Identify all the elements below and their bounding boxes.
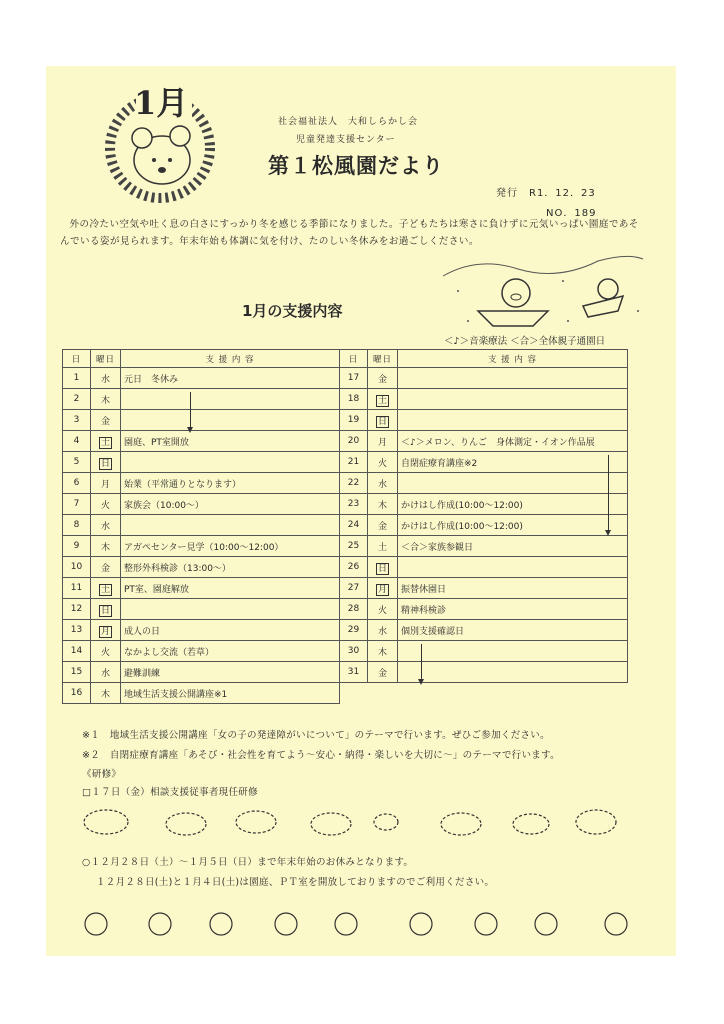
content-cell <box>121 515 340 536</box>
day-cell: 11 <box>63 578 91 599</box>
weekday-label: 金 <box>100 563 110 574</box>
weekday-cell <box>368 431 398 452</box>
weekday-cell <box>368 515 398 536</box>
weekday-cell <box>91 410 121 431</box>
newsletter-title: 第１松風園だより <box>268 154 444 178</box>
day-cell: 19 <box>340 410 368 431</box>
weekday-label: 土 <box>100 584 110 595</box>
table-row <box>63 452 340 473</box>
pigs-sledding-illustration <box>438 251 648 331</box>
day-cell: 5 <box>63 452 91 473</box>
day-cell: 9 <box>63 536 91 557</box>
weekday-cell <box>91 620 121 641</box>
table-row <box>63 536 340 557</box>
content-cell: 避難訓練 <box>121 662 340 683</box>
day-cell: 13 <box>63 620 91 641</box>
day-cell: 23 <box>340 494 368 515</box>
content-cell <box>398 473 628 494</box>
table-row <box>340 431 628 452</box>
content-cell <box>121 410 340 431</box>
header-day: 日 <box>340 350 368 368</box>
day-cell: 8 <box>63 515 91 536</box>
holiday-notice: ○１２月２８日（土）～１月５日（日）まで年末年始のお休みとなります。 <box>82 857 414 868</box>
weekday-label: 火 <box>377 605 387 616</box>
day-cell: 10 <box>63 557 91 578</box>
weekday-label: 木 <box>100 689 110 700</box>
weekday-cell <box>91 557 121 578</box>
center-name: 児童発達支援センター <box>296 135 396 145</box>
content-cell: 成人の日 <box>121 620 340 641</box>
weekday-label: 火 <box>100 500 110 511</box>
content-cell <box>398 368 628 389</box>
content-cell <box>398 641 628 662</box>
header-weekday: 曜日 <box>91 350 121 368</box>
table-row <box>340 662 628 683</box>
organization-name: 社会福祉法人 大和しらかし会 <box>278 117 419 127</box>
content-cell <box>398 557 628 578</box>
content-cell: 自閉症療育講座※2 <box>398 452 628 473</box>
weekday-label: 月 <box>377 437 387 448</box>
weekday-label: 月 <box>100 626 110 637</box>
pig-decoration-row <box>76 904 646 944</box>
weekday-label: 金 <box>377 521 387 532</box>
header-day: 日 <box>63 350 91 368</box>
table-row <box>340 599 628 620</box>
content-cell: かけはし作成(10:00～12:00) <box>398 515 628 536</box>
content-cell: 家族会（10:00～） <box>121 494 340 515</box>
day-cell: 16 <box>63 683 91 704</box>
sheep-decoration-row <box>76 802 636 842</box>
day-cell: 30 <box>340 641 368 662</box>
table-row <box>63 389 340 410</box>
continuation-arrow <box>421 644 422 680</box>
content-cell <box>398 662 628 683</box>
weekday-cell <box>91 452 121 473</box>
content-cell: ＜♪＞メロン、りんご 身体測定・イオン作品展 <box>398 431 628 452</box>
day-cell: 2 <box>63 389 91 410</box>
day-cell: 22 <box>340 473 368 494</box>
day-cell: 26 <box>340 557 368 578</box>
table-row <box>63 410 340 431</box>
table-row <box>340 410 628 431</box>
header-weekday: 曜日 <box>368 350 398 368</box>
content-cell <box>121 599 340 620</box>
weekday-cell <box>91 662 121 683</box>
note-1: ※１ 地域生活支援公開講座「女の子の発達障がいについて」のテーマで行います。ぜひご参加ください。 <box>82 730 550 741</box>
training-heading: 《研修》 <box>82 769 122 780</box>
day-cell: 20 <box>340 431 368 452</box>
table-row <box>340 641 628 662</box>
weekday-label: 火 <box>377 458 387 469</box>
weekday-label: 土 <box>377 542 387 553</box>
table-row <box>340 368 628 389</box>
day-cell: 21 <box>340 452 368 473</box>
table-row <box>340 389 628 410</box>
table-row <box>63 368 340 389</box>
content-cell <box>121 452 340 473</box>
weekday-cell <box>91 389 121 410</box>
weekday-cell <box>91 431 121 452</box>
day-cell: 1 <box>63 368 91 389</box>
newsletter-page <box>46 66 676 956</box>
note-2: ※２ 自閉症療育講座「あそび・社会性を育てよう～安心・納得・楽しいを大切に～」のテーマで行います。 <box>82 750 560 761</box>
intro-paragraph: 外の冷たい空気や吐く息の白さにすっかり冬を感じる季節になりました。子どもたちは寒さに負けずに元気いっぱい園庭であそんでいる姿が見られます。年末年始も体調に気を付け、たのしい冬休みをお過ごしください。 <box>60 219 639 247</box>
content-cell: 精神科検診 <box>398 599 628 620</box>
content-cell <box>121 389 340 410</box>
day-cell: 27 <box>340 578 368 599</box>
continuation-arrow <box>608 455 609 531</box>
issue-number: NO．189 <box>546 208 597 219</box>
content-cell: 園庭、PT室開放 <box>121 431 340 452</box>
table-row <box>63 515 340 536</box>
weekday-cell <box>91 578 121 599</box>
day-cell: 31 <box>340 662 368 683</box>
continuation-arrow <box>190 392 191 428</box>
weekday-cell <box>368 599 398 620</box>
content-cell: 個別支援確認日 <box>398 620 628 641</box>
table-row <box>340 557 628 578</box>
weekday-cell <box>91 473 121 494</box>
day-cell: 6 <box>63 473 91 494</box>
section-title: 1月の支援内容 <box>242 302 343 320</box>
table-row <box>63 599 340 620</box>
weekday-label: 木 <box>100 542 110 553</box>
day-cell: 17 <box>340 368 368 389</box>
table-row <box>340 515 628 536</box>
weekday-label: 火 <box>100 647 110 658</box>
weekday-label: 日 <box>100 458 110 469</box>
table-row <box>63 578 340 599</box>
weekday-cell <box>368 368 398 389</box>
weekday-label: 月 <box>377 584 387 595</box>
content-cell: 元日 冬休み <box>121 368 340 389</box>
content-cell: 地域生活支援公開講座※1 <box>121 683 340 704</box>
weekday-label: 水 <box>377 479 387 490</box>
weekday-label: 木 <box>377 647 387 658</box>
table-row <box>340 494 628 515</box>
table-row <box>63 641 340 662</box>
table-row <box>340 578 628 599</box>
content-cell: なかよし交流（若草） <box>121 641 340 662</box>
weekday-cell <box>91 683 121 704</box>
day-cell: 14 <box>63 641 91 662</box>
weekday-cell <box>368 578 398 599</box>
weekday-cell <box>368 410 398 431</box>
content-cell <box>398 389 628 410</box>
weekday-label: 水 <box>100 374 110 385</box>
weekday-cell <box>368 473 398 494</box>
weekday-label: 水 <box>100 668 110 679</box>
day-cell: 15 <box>63 662 91 683</box>
month-badge: 1月 <box>134 84 189 122</box>
content-cell: アガペセンター見学（10:00～12:00） <box>121 536 340 557</box>
table-row <box>340 536 628 557</box>
weekday-cell <box>368 620 398 641</box>
weekday-cell <box>368 452 398 473</box>
weekday-label: 金 <box>100 416 110 427</box>
content-cell: 振替休園日 <box>398 578 628 599</box>
weekday-label: 土 <box>377 395 387 406</box>
header-content: 支 援 内 容 <box>398 350 628 368</box>
table-row <box>63 494 340 515</box>
content-cell: ＜合＞家族参観日 <box>398 536 628 557</box>
weekday-cell <box>368 557 398 578</box>
table-row <box>63 473 340 494</box>
day-cell: 18 <box>340 389 368 410</box>
weekday-cell <box>368 494 398 515</box>
weekday-cell <box>91 536 121 557</box>
weekday-cell <box>91 641 121 662</box>
weekday-label: 木 <box>377 500 387 511</box>
day-cell: 28 <box>340 599 368 620</box>
table-row <box>63 557 340 578</box>
weekday-cell <box>91 515 121 536</box>
table-row <box>340 620 628 641</box>
table-row <box>63 620 340 641</box>
weekday-label: 日 <box>377 563 387 574</box>
weekday-cell <box>91 494 121 515</box>
weekday-label: 月 <box>100 479 110 490</box>
table-row <box>63 683 340 704</box>
day-cell: 4 <box>63 431 91 452</box>
day-cell: 3 <box>63 410 91 431</box>
weekday-label: 土 <box>100 437 110 448</box>
table-row <box>340 473 628 494</box>
table-row <box>63 431 340 452</box>
content-cell: 整形外科検診（13:00～） <box>121 557 340 578</box>
day-cell: 25 <box>340 536 368 557</box>
weekday-cell <box>368 389 398 410</box>
schedule-table-right <box>339 349 628 683</box>
table-row <box>63 662 340 683</box>
weekday-cell <box>368 641 398 662</box>
content-cell: かけはし作成(10:00～12:00) <box>398 494 628 515</box>
weekday-label: 水 <box>377 626 387 637</box>
weekday-label: 木 <box>100 395 110 406</box>
weekday-cell <box>91 368 121 389</box>
legend-text: ＜♪＞音楽療法 ＜合＞全体親子通園日 <box>444 336 606 347</box>
day-cell: 29 <box>340 620 368 641</box>
weekday-label: 日 <box>377 416 387 427</box>
content-cell <box>398 410 628 431</box>
schedule-table-left <box>62 349 340 704</box>
weekday-label: 金 <box>377 668 387 679</box>
weekday-cell <box>368 662 398 683</box>
content-cell: PT室、園庭解放 <box>121 578 340 599</box>
header-content: 支 援 内 容 <box>121 350 340 368</box>
day-cell: 12 <box>63 599 91 620</box>
training-item: □１７日（金）相談支援従事者現任研修 <box>82 787 258 798</box>
table-row <box>340 452 628 473</box>
facility-open-notice: １２月２８日(土)と１月４日(土)は園庭、ＰＴ室を開放しておりますのでご利用ください。 <box>96 877 495 888</box>
issue-date: 発行 R1．12．23 <box>496 188 596 199</box>
weekday-label: 日 <box>100 605 110 616</box>
weekday-cell <box>368 536 398 557</box>
day-cell: 24 <box>340 515 368 536</box>
content-cell: 始業（平常通りとなります） <box>121 473 340 494</box>
weekday-label: 水 <box>100 521 110 532</box>
weekday-label: 金 <box>377 374 387 385</box>
weekday-cell <box>91 599 121 620</box>
day-cell: 7 <box>63 494 91 515</box>
